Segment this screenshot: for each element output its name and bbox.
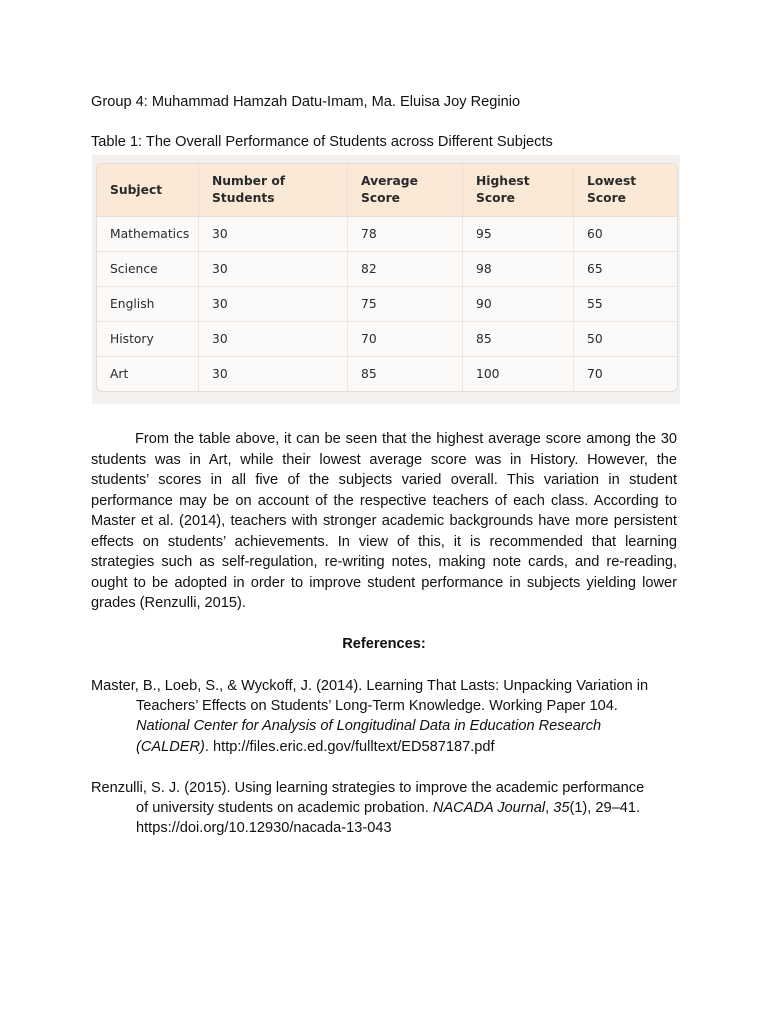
- reference-url: . http://files.eric.ed.gov/fulltext/ED587187.pdf: [204, 738, 495, 755]
- performance-table: [96, 163, 678, 392]
- cell-highest-score: 85: [463, 322, 574, 357]
- cell-lowest-score: 50: [574, 322, 677, 357]
- cell-highest-score: 100: [463, 357, 574, 391]
- reference-entry-renzulli: Renzulli, S. J. (2015). Using learning strategies to improve the academic performance of university students on academic probation. NACADA Journal, 35(1), 29–41. https://doi.org/10.12930/nacada-13-043: [91, 778, 677, 839]
- body-paragraph: From the table above, it can be seen that the highest average score among the 30 students was in Art, while their lowest average score was in History. However, the students’ scores in all five of the subjects varied overall. This variation in student performance may be on account of the respective teachers of each class. According to Master et al. (2014), teachers with stronger academic backgrounds have more persistent effects on students’ achievements. In view of this, it is recommended that learning strategies such as self-regulation, re-writing notes, making note cards, and re-reading, ought to be adopted in order to improve student performance in subjects yielding lower grades (Renzulli, 2015).: [91, 431, 677, 611]
- header-highest-score: Highest Score: [463, 164, 574, 217]
- header-average-score: Average Score: [348, 164, 463, 217]
- reference-doi: https://doi.org/10.12930/nacada-13-043: [136, 820, 392, 837]
- references-heading: References:: [342, 636, 426, 652]
- table-row: [97, 322, 677, 357]
- cell-average-score: 85: [348, 357, 463, 391]
- cell-subject: Art: [97, 357, 199, 391]
- group-members-line: Group 4: Muhammad Hamzah Datu-Imam, Ma. Eluisa Joy Reginio: [91, 94, 521, 110]
- cell-subject: Science: [97, 252, 199, 287]
- table-row: [97, 252, 677, 287]
- cell-average-score: 75: [348, 287, 463, 322]
- cell-subject: English: [97, 287, 199, 322]
- cell-lowest-score: 70: [587, 367, 603, 381]
- cell-number-of-students: 30: [199, 322, 348, 357]
- cell-number-of-students: 30: [199, 357, 348, 391]
- reference-entry-master: Master, B., Loeb, S., & Wyckoff, J. (2014). Learning That Lasts: Unpacking Variation in Teachers’ Effects on Students’ Long-Term Knowledge. Working Paper 104. National Center for Analysis of Longitudinal Data in Education Research (CALDER). http://files.eric.ed.gov/fulltext/ED587187.pdf: [91, 678, 649, 755]
- cell-subject: Mathematics: [97, 217, 199, 252]
- table-row: [97, 287, 677, 322]
- header-number-of-students: Number of Students: [199, 164, 348, 217]
- cell-average-score: 70: [348, 322, 463, 357]
- table-caption: Table 1: The Overall Performance of Students across Different Subjects: [91, 134, 553, 150]
- cell-lowest-score: 60: [574, 217, 677, 252]
- table-row: [97, 357, 677, 391]
- header-lowest-score: Lowest Score: [574, 164, 677, 217]
- cell-average-score: 78: [348, 217, 463, 252]
- cell-number-of-students: 30: [199, 287, 348, 322]
- cell-average-score: 82: [348, 252, 463, 287]
- cell-highest-score: 90: [463, 287, 574, 322]
- table-header-row: [97, 164, 677, 217]
- cell-subject: History: [97, 322, 199, 357]
- header-subject: Subject: [97, 164, 199, 217]
- cell-lowest-score: 55: [574, 287, 677, 322]
- table-image-frame: [92, 155, 680, 404]
- cell-highest-score: 98: [463, 252, 574, 287]
- cell-number-of-students: 30: [199, 217, 348, 252]
- cell-number-of-students: 30: [199, 252, 348, 287]
- cell-highest-score: 95: [463, 217, 574, 252]
- cell-lowest-score: 65: [574, 252, 677, 287]
- table-row: [97, 217, 677, 252]
